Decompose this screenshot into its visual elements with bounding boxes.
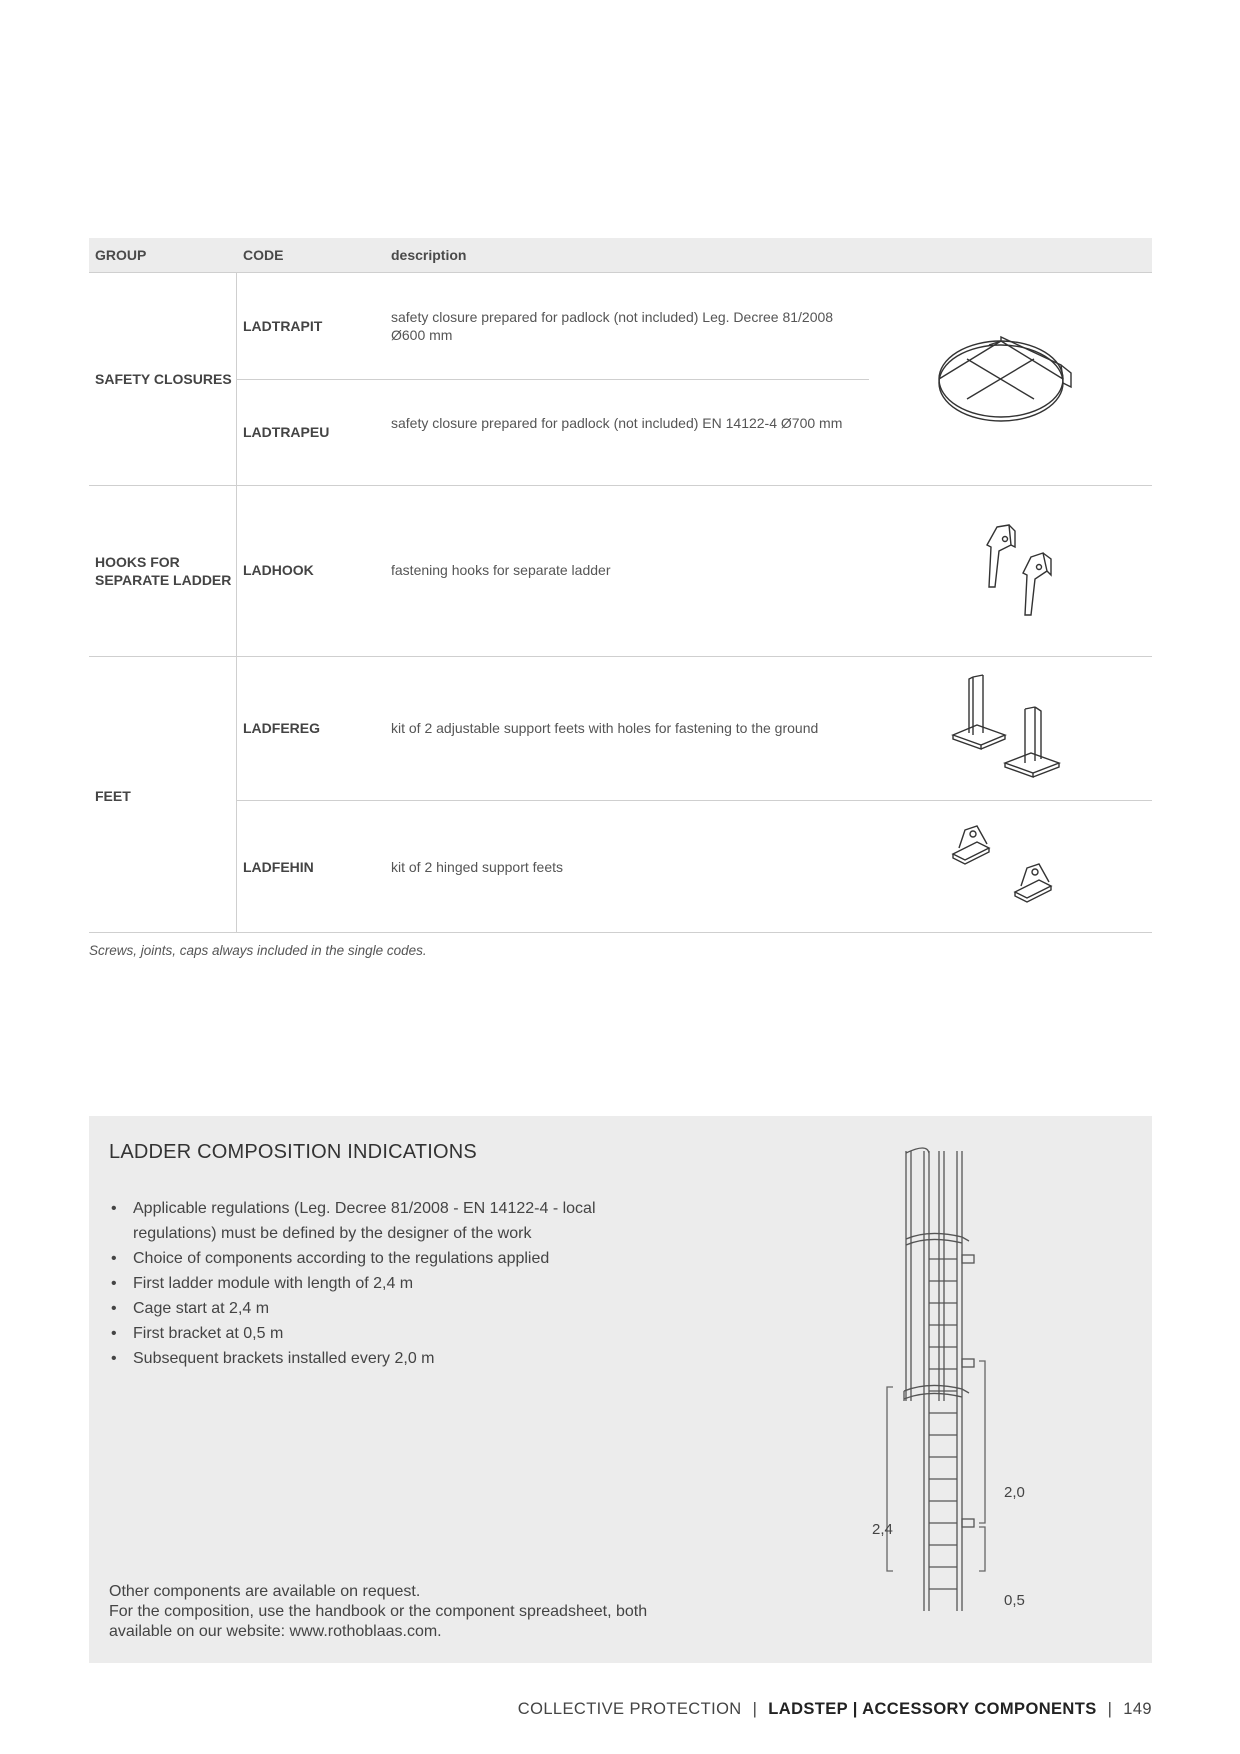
list-item-text: First bracket at 0,5 m: [133, 1325, 284, 1342]
availability-note-line: For the composition, use the handbook or the component spreadsheet, both: [109, 1603, 648, 1620]
group-hooks-line1: HOOKS FOR: [95, 554, 180, 570]
indications-list: [109, 1196, 669, 1371]
availability-note-line: Other components are available on request.: [109, 1583, 421, 1600]
caged-ladder-icon: [859, 1151, 1089, 1656]
footer-section: COLLECTIVE PROTECTION: [517, 1700, 742, 1718]
description-ladtrapit: safety closure prepared for padlock (not included) Leg. Decree 81/2008 Ø600 mm: [391, 309, 834, 343]
table-bottom-border: [89, 932, 1152, 933]
group-hooks-line2: SEPARATE LADDER: [95, 572, 232, 588]
dimension-bracket-spacing: 2,0: [1004, 1484, 1025, 1501]
description-ladfehin: kit of 2 hinged support feets: [391, 859, 563, 875]
group-hooks: [95, 553, 231, 589]
safety-closure-icon: [929, 327, 1079, 427]
list-item-text: Applicable regulations (Leg. Decree 81/2008 - EN 14122-4 - local regulations) must be defined by the designer of the work: [133, 1200, 596, 1242]
group-safety-closures: SAFETY CLOSURES: [95, 371, 232, 387]
components-table: [89, 238, 1152, 932]
availability-note: [109, 1582, 749, 1642]
header-code: CODE: [243, 247, 284, 263]
page-footer: [518, 1700, 1152, 1719]
code-ladtrapeu: LADTRAPEU: [243, 424, 330, 440]
row-divider: [237, 800, 1152, 801]
table-header: [89, 238, 1152, 273]
code-ladfehin: LADFEHIN: [243, 859, 314, 875]
list-item: • Choice of components according to the regulations applied: [111, 1250, 550, 1267]
list-item: • Applicable regulations (Leg. Decree 81/2008 - EN 14122-4 - local regulations) must be defined by the designer of the work: [111, 1200, 596, 1242]
row-divider: [237, 379, 869, 380]
code-ladhook: LADHOOK: [243, 562, 314, 578]
header-group: GROUP: [95, 247, 147, 263]
dimension-first-bracket: 0,5: [1004, 1592, 1025, 1609]
table-note: Screws, joints, caps always included in the single codes.: [89, 943, 427, 958]
group-divider: [89, 656, 1152, 657]
description-ladhook: fastening hooks for separate ladder: [391, 562, 611, 578]
footer-separator: |: [1107, 1700, 1113, 1718]
hook-icon: [969, 523, 1069, 623]
code-ladtrapit: LADTRAPIT: [243, 318, 323, 334]
panel-title: LADDER COMPOSITION INDICATIONS: [109, 1141, 477, 1163]
availability-note-line: available on our website: www.rothoblaas.com.: [109, 1623, 442, 1640]
list-item-text: Subsequent brackets installed every 2,0 m: [133, 1350, 435, 1367]
list-item: • First bracket at 0,5 m: [111, 1325, 284, 1342]
list-item-text: Choice of components according to the regulations applied: [133, 1250, 550, 1267]
page-number: 149: [1123, 1700, 1152, 1718]
group-divider: [89, 485, 1152, 486]
footer-product: LADSTEP | ACCESSORY COMPONENTS: [768, 1700, 1097, 1718]
group-feet: FEET: [95, 788, 131, 804]
list-item-text: Cage start at 2,4 m: [133, 1300, 270, 1317]
column-divider: [236, 273, 237, 932]
hinged-foot-icon: [949, 818, 1069, 908]
footer-separator: |: [752, 1700, 758, 1718]
description-ladfereg: kit of 2 adjustable support feets with holes for fastening to the ground: [391, 720, 819, 736]
adjustable-foot-icon: [949, 673, 1069, 793]
composition-panel: [89, 1116, 1152, 1663]
header-description: description: [391, 247, 467, 263]
list-item-text: First ladder module with length of 2,4 m: [133, 1275, 414, 1292]
dimension-cage-start: 2,4: [872, 1521, 893, 1538]
description-ladtrapeu: safety closure prepared for padlock (not included) EN 14122-4 Ø700 mm: [391, 415, 843, 431]
code-ladfereg: LADFEREG: [243, 720, 320, 736]
list-item: • First ladder module with length of 2,4 m: [111, 1275, 414, 1292]
table-body: [89, 273, 1152, 932]
list-item: • Subsequent brackets installed every 2,0 m: [111, 1350, 435, 1367]
list-item: • Cage start at 2,4 m: [111, 1300, 270, 1317]
